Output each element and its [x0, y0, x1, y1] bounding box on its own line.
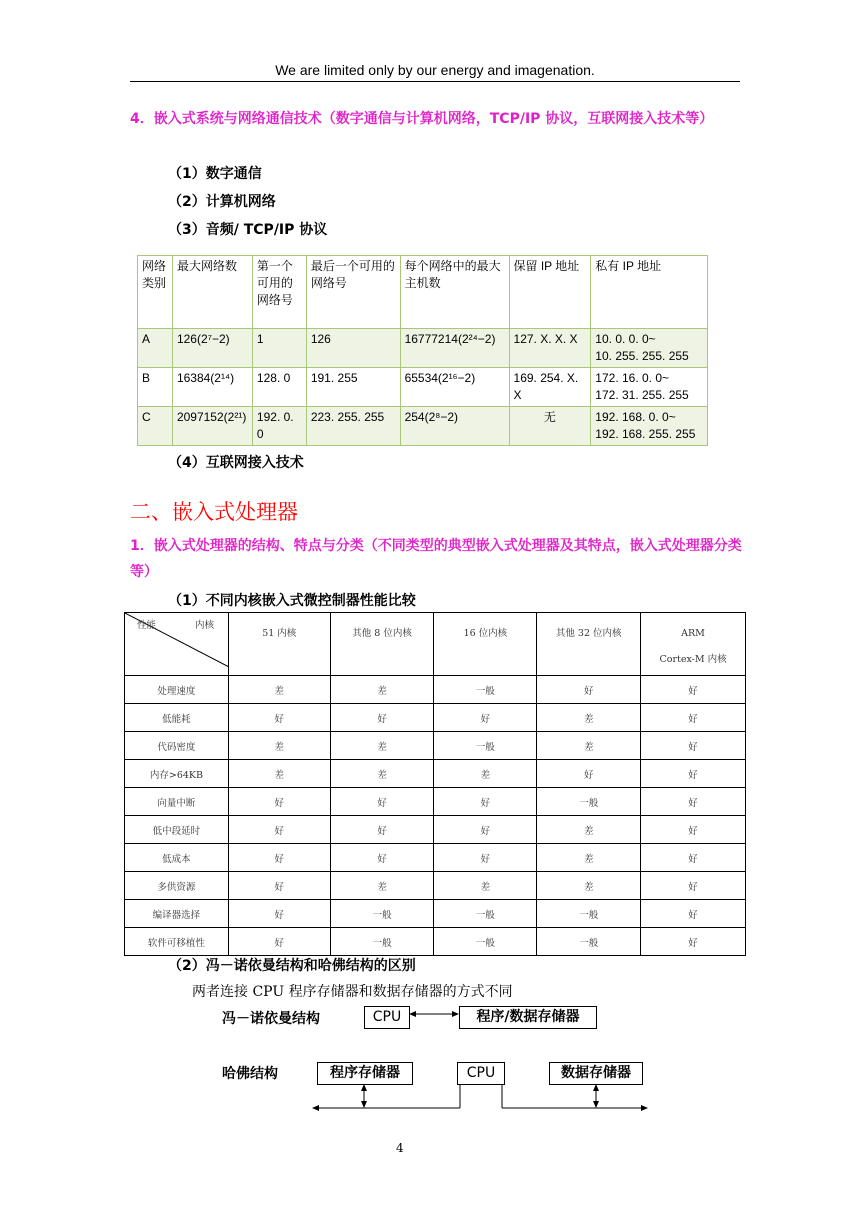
table-cell: 差 — [228, 732, 330, 760]
section4-item-1: （1）数字通信 — [168, 166, 262, 182]
core-comparison-table — [124, 612, 746, 956]
table-cell: 好 — [330, 704, 434, 732]
table-row — [125, 704, 746, 732]
table-cell: A — [138, 329, 173, 368]
section1-title: 1．嵌入式处理器的结构、特点与分类（不同类型的典型嵌入式处理器及其特点，嵌入式处理器分类等） — [130, 538, 742, 580]
table-cell — [591, 407, 708, 446]
table-cell: 差 — [434, 872, 537, 900]
harvard-data-memory-box: 数据存储器 — [549, 1062, 643, 1085]
ip-th-max-networks: 最大网络数 — [172, 256, 252, 329]
arm-label: ARM — [681, 628, 705, 639]
table-cell: 好 — [330, 788, 434, 816]
von-memory-box: 程序/数据存储器 — [459, 1006, 597, 1029]
header-rule — [130, 81, 740, 82]
table-cell: 好 — [228, 872, 330, 900]
chapter-title: 二、嵌入式处理器 — [130, 500, 298, 524]
diagonal-header-cell — [125, 613, 229, 676]
column-header: 16 位内核 — [434, 613, 537, 676]
column-header — [641, 613, 746, 676]
table-cell: 一般 — [434, 676, 537, 704]
private-range-end: 192. 168. 255. 255 — [595, 427, 696, 441]
table-cell: 差 — [537, 844, 641, 872]
table-cell: 126 — [306, 329, 400, 368]
table-cell — [591, 368, 708, 407]
private-range-start: 172. 16. 0. 0~ — [595, 371, 670, 385]
table-cell: 16777214(2²⁴−2) — [400, 329, 509, 368]
table-cell: 好 — [641, 872, 746, 900]
ip-table-header-row — [138, 256, 708, 329]
table-cell: 191. 255 — [306, 368, 400, 407]
table-cell: 223. 255. 255 — [306, 407, 400, 446]
table-cell: 好 — [330, 816, 434, 844]
harvard-bus-arrows — [312, 1084, 648, 1114]
table-row — [125, 788, 746, 816]
von-neumann-label: 冯－诺依曼结构 — [222, 1011, 320, 1027]
table-cell: 好 — [641, 816, 746, 844]
table-cell: 好 — [641, 704, 746, 732]
row-header: 低中段延时 — [125, 816, 229, 844]
table-cell: 差 — [228, 676, 330, 704]
table-cell: 一般 — [434, 732, 537, 760]
table-row — [125, 676, 746, 704]
table-cell: 一般 — [537, 788, 641, 816]
row-header: 代码密度 — [125, 732, 229, 760]
table-cell: 好 — [228, 788, 330, 816]
corner-top-label: 内核 — [195, 620, 215, 631]
private-range-end: 10. 255. 255. 255 — [595, 349, 689, 363]
private-range-start: 192. 168. 0. 0~ — [595, 410, 676, 424]
row-header: 处理速度 — [125, 676, 229, 704]
ip-th-last-network: 最后一个可用的网络号 — [306, 256, 400, 329]
table-row — [125, 816, 746, 844]
column-header: 其他 8 位内核 — [330, 613, 434, 676]
table-row — [125, 872, 746, 900]
sub1-title: （1）不同内核嵌入式微控制器性能比较 — [168, 593, 416, 609]
table-cell: 差 — [330, 732, 434, 760]
table-row — [125, 760, 746, 788]
row-header: 低成本 — [125, 844, 229, 872]
table-cell: 好 — [434, 844, 537, 872]
table-cell: 差 — [330, 676, 434, 704]
table-cell: 192. 0. 0 — [252, 407, 306, 446]
ip-th-first-network: 第一个可用的网络号 — [252, 256, 306, 329]
table-cell: 差 — [228, 760, 330, 788]
row-header: 软件可移植性 — [125, 928, 229, 956]
column-header: 51 内核 — [228, 613, 330, 676]
table-cell: 好 — [228, 704, 330, 732]
table-cell: 好 — [228, 900, 330, 928]
table-cell: 2097152(2²¹) — [172, 407, 252, 446]
table-cell: 127. X. X. X — [509, 329, 591, 368]
table-row — [125, 928, 746, 956]
section4-item-3: （3）音频/ TCP/IP 协议 — [168, 222, 328, 238]
table-cell: 好 — [434, 704, 537, 732]
harvard-cpu-box: CPU — [457, 1062, 505, 1085]
table-cell: 好 — [641, 760, 746, 788]
table-cell: C — [138, 407, 173, 446]
sub2-description: 两者连接 CPU 程序存储器和数据存储器的方式不同 — [192, 984, 513, 1000]
table-cell: 好 — [641, 900, 746, 928]
table-cell: 差 — [330, 760, 434, 788]
table-cell: 差 — [537, 872, 641, 900]
table-cell: 差 — [537, 704, 641, 732]
table-cell: 16384(2¹⁴) — [172, 368, 252, 407]
section4-item-2: （2）计算机网络 — [168, 194, 276, 210]
table-cell: 好 — [641, 928, 746, 956]
harvard-label: 哈佛结构 — [222, 1066, 278, 1082]
page-header: We are limited only by our energy and imagenation. — [275, 62, 595, 78]
row-header: 向量中断 — [125, 788, 229, 816]
table-cell: 好 — [228, 844, 330, 872]
table-cell: 好 — [434, 788, 537, 816]
table-row — [125, 900, 746, 928]
table-row — [138, 407, 708, 446]
table-cell: 好 — [641, 788, 746, 816]
table-cell: 一般 — [330, 928, 434, 956]
table-row — [138, 368, 708, 407]
table-cell: 一般 — [434, 928, 537, 956]
table-cell: 差 — [434, 760, 537, 788]
ip-th-class: 网络类别 — [138, 256, 173, 329]
cortex-label: Cortex-M 内核 — [659, 654, 727, 665]
column-header: 其他 32 位内核 — [537, 613, 641, 676]
sub2-title: （2）冯－诺依曼结构和哈佛结构的区别 — [168, 958, 416, 974]
von-cpu-box: CPU — [364, 1006, 410, 1029]
private-range-end: 172. 31. 255. 255 — [595, 388, 689, 402]
row-header: 低能耗 — [125, 704, 229, 732]
table-cell — [591, 329, 708, 368]
table-cell: 65534(2¹⁶−2) — [400, 368, 509, 407]
row-header: 编译器选择 — [125, 900, 229, 928]
table-cell: 好 — [228, 928, 330, 956]
page-number: 4 — [396, 1141, 404, 1155]
table-cell: 好 — [434, 816, 537, 844]
table-cell: 好 — [641, 676, 746, 704]
von-bus-arrow — [409, 1008, 459, 1020]
cmp-header-row — [125, 613, 746, 676]
table-cell: 好 — [330, 844, 434, 872]
table-cell: 1 — [252, 329, 306, 368]
table-cell: 一般 — [537, 900, 641, 928]
table-cell: 无 — [509, 407, 591, 446]
ip-class-table — [137, 255, 708, 446]
table-cell: 一般 — [330, 900, 434, 928]
table-row — [125, 844, 746, 872]
table-row — [138, 329, 708, 368]
table-cell: 好 — [228, 816, 330, 844]
harvard-program-memory-box: 程序存储器 — [317, 1062, 413, 1085]
section4-title: 4．嵌入式系统与网络通信技术（数字通信与计算机网络，TCP/IP 协议，互联网接入技术等） — [130, 111, 714, 127]
table-cell: 一般 — [434, 900, 537, 928]
section4-item-4: （4）互联网接入技术 — [168, 455, 304, 471]
ip-th-reserved: 保留 IP 地址 — [509, 256, 591, 329]
table-cell: 差 — [330, 872, 434, 900]
table-row — [125, 732, 746, 760]
ip-th-max-hosts: 每个网络中的最大主机数 — [400, 256, 509, 329]
table-cell: 好 — [641, 732, 746, 760]
ip-th-private: 私有 IP 地址 — [591, 256, 708, 329]
table-cell: 好 — [641, 844, 746, 872]
table-cell: 169. 254. X. X — [509, 368, 591, 407]
row-header: 内存>64KB — [125, 760, 229, 788]
table-cell: 126(2⁷−2) — [172, 329, 252, 368]
private-range-start: 10. 0. 0. 0~ — [595, 332, 656, 346]
table-cell: 好 — [537, 676, 641, 704]
table-cell: 一般 — [537, 928, 641, 956]
row-header: 多供资源 — [125, 872, 229, 900]
table-cell: 差 — [537, 732, 641, 760]
table-cell: 好 — [537, 760, 641, 788]
table-cell: 差 — [537, 816, 641, 844]
table-cell: B — [138, 368, 173, 407]
table-cell: 254(2⁸−2) — [400, 407, 509, 446]
corner-bottom-label: 性能 — [137, 620, 157, 631]
table-cell: 128. 0 — [252, 368, 306, 407]
